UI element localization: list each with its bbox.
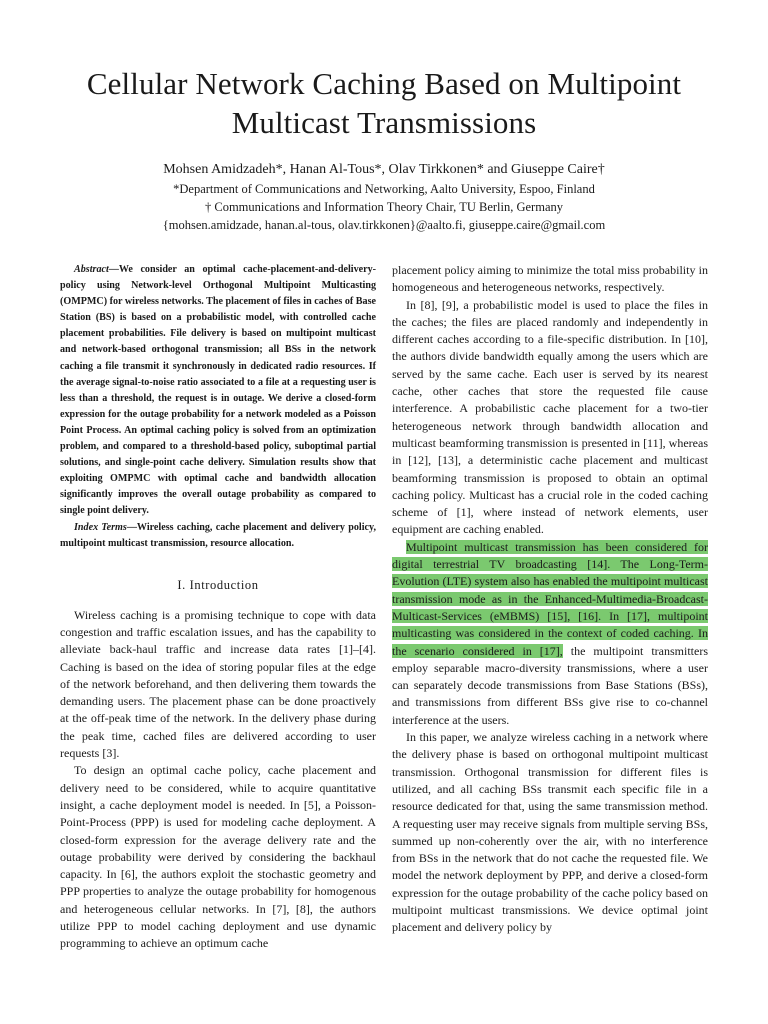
right-column (392, 262, 708, 937)
author-emails: {mohsen.amidzade, hanan.al-tous, olav.tirkkonen}@aalto.fi, giuseppe.caire@gmail.com (162, 218, 606, 232)
abstract-label: Abstract (74, 264, 109, 275)
title-line-2: Multicast Transmissions (231, 105, 537, 140)
index-terms-label: Index Terms (74, 521, 127, 533)
abstract (60, 262, 376, 552)
right-paragraph-continued: placement policy aiming to minimize the total miss probability in homogeneous and heterogeneous networks, respectively. (392, 263, 708, 295)
title-line-1: Cellular Network Caching Based on Multipoint (86, 66, 682, 101)
index-terms-text: —Wireless caching, cache placement and delivery policy, multipoint multicast transmission, resource allocation. (60, 521, 376, 549)
highlighted-text: Multipoint multicast transmission has been considered for digital terrestrial TV broadcasting [14]. The Long-Term-Evolution (LTE) system also has enabled the multipoint multicast transmission mode as in the Enhanced-Multimedia-Broadcast-Multicast-Services (eMBMS) [15], [16]. In [17], multipoint multicasting was considered in the context of coded caching. In the scenario considered in [17], (392, 539, 708, 658)
abstract-text: —We consider an optimal cache-placement-and-delivery-policy using Network-level Orthogonal Multipoint Multicasting (OMPMC) for wireless networks. The placement of files in caches of Base Station (BS) is based on a probabilistic model, with controlled cache placement probabilities. File delivery is based on multipoint multicast and network-based orthogonal transmission; all BSs in the network caching a file transmit it synchronously in dedicated radio resources. If the average signal-to-noise ratio associated to a file at a requesting user is less than a threshold, the request is in outage. We derive a closed-form expression for the outage probability for a network modeled as a Poisson Point Process. An optimal caching policy is solved from an optimization problem, and compared to a threshold-based policy, suboptimal partial solutions, and single-point cache delivery. Simulation results show that exploiting OMPMC with optimal cache and bandwidth allocation significantly improves the overall outage probability as compared to single point delivery. (60, 264, 376, 517)
affiliation-tu-berlin: † Communications and Information Theory Chair, TU Berlin, Germany (205, 200, 563, 214)
left-column (60, 262, 376, 953)
right-paragraph-contribution: In this paper, we analyze wireless caching in a network where the delivery phase is based on orthogonal multipoint multicast transmission. Orthogonal transmission for different files is utilized, and all caching BSs transmit each specific file in a resource dedicated for that, using the same transmission method. A requesting user may receive signals from multiple serving BSs, summed up non-coherently over the air, with no interference from BSs in the network that do not cache the requested file. We model the network deployment by PPP, and derive a closed-form expression for the outage probability of the cache policy based on multipoint multicast transmissions. We device optimal joint placement and delivery policy by (392, 730, 708, 935)
intro-paragraph-1: Wireless caching is a promising technique to cope with data congestion and traffic escalation issues, and has the capability to alleviate back-haul traffic and increase data rates [1]–[4]. Caching is based on the idea of storing popular files at the edge of the network beforehand, and then delivering them towards the demanding users. The placement phase can be done proactively at the off-peak time of the network. In the delivery phase during the peak time, cached files are delivered according to user requests [3]. (60, 607, 376, 761)
paragraph-text: the multipoint transmitters employ separable macro-diversity transmissions, where a user can separately decode transmissions from Base Stations (BSs), and transmissions from different BSs give rise to co-channel interference at the users. (392, 643, 708, 727)
paper-title (40, 64, 728, 142)
author-list: Mohsen Amidzadeh*, Hanan Al-Tous*, Olav Tirkkonen* and Giuseppe Caire† (163, 162, 605, 177)
right-paragraph-related-work: In [8], [9], a probabilistic model is used to place the files in the caches; the files are placed randomly and independently in different caches according to a file-specific distribution. In [10], the authors divide bandwidth equally among the users which are served by the same cache. Each user is served by its nearest cache, other caches that store the requested file cause interference. A probabilistic cache placement for a two-tier heterogeneous network through bandwidth allocation and multicast beamforming transmission is presented in [11], whereas in [12], [13], a deterministic cache placement and multicast beamforming transmission is proposed to obtain an optimal caching policy. Multicast has a crucial role in the coded caching scheme of [1], where instead of network elements, user equipment are caching enabled. (392, 297, 708, 537)
intro-paragraph-2: To design an optimal cache policy, cache placement and delivery need to be considered, while to acquire quantitative insight, a cache deployment model is needed. In [5], a Poisson-Point-Process (PPP) is used for modeling cache deployment. A closed-form expression for the average delivery rate and the outage probability were derived by considering the backhaul capacity. In [6], the authors exploit the stochastic geometry and PPP properties to analyze the outage probability for homogenous and heterogeneous cellular networks. In [7], [8], the authors utilize PPP to model caching deployment and use dynamic programming to achieve an optimum cache (60, 763, 376, 951)
right-paragraph-multipoint (392, 539, 708, 729)
affiliation-aalto: *Department of Communications and Networking, Aalto University, Espoo, Finland (173, 182, 595, 196)
section-heading-introduction: I. Introduction (177, 577, 259, 592)
